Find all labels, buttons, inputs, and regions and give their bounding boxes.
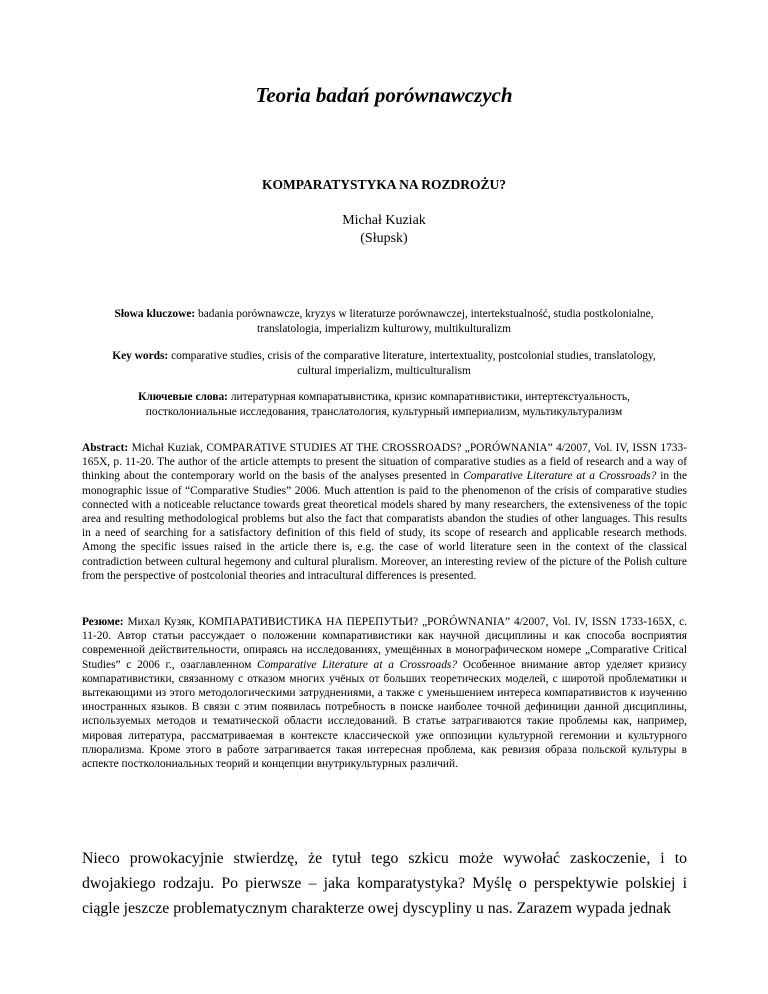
abstract-italic-title: Comparative Literature at a Crossroads? (463, 470, 657, 483)
author-name: Michał Kuziak (342, 213, 426, 228)
abstract-text-1: Michał Kuziak, COMPARATIVE STUDIES AT THE CROSSROADS? „PORÓWNANIA” 4/2007, Vol. IV, ISSN 1733-165X, p. 11-20. The author of the article attempts to present the situation of comparative studies as a field of research and a way of thinking about the contemporary world on the basis of the analyses presented in (82, 442, 687, 483)
author-block (0, 212, 768, 248)
keywords-polish-text: badania porównawcze, kryzys w literaturze porównawczej, intertekstualność, studia postkolonialne, translatologia, imperializm kulturowy, multikulturalizm (195, 308, 654, 335)
abstract-english (82, 441, 687, 583)
keywords-polish-label: Słowa kluczowe: (114, 308, 196, 320)
resume-italic-title: Comparative Literature at a Crossroads? (256, 658, 458, 671)
keywords-english-text: comparative studies, crisis of the comparative literature, intertextuality, postcolonial studies, translatology, cultural imperializm, multiculturalism (168, 350, 656, 377)
keywords-english-label: Key words: (112, 350, 169, 362)
keywords-russian (100, 390, 668, 420)
resume-label: Резюме: (82, 616, 124, 628)
section-title: Teoria badań porównawczych (255, 83, 513, 107)
resume-text-2: Особенное внимание автор уделяет кризису компаративистики, связанному с отказом многих учёных от больших теоретических моделей, с широтой проблематики и вытекающими из этого методологическими затруднениями, а также с уменьшением интереса компаративистов к изучению иностранных языков. В связи с этим появилась потребность в поиске наиболее точной дефиниции данной дисциплины, используемых методов и тематической области исследований. В статье затрагиваются такие проблемы как, например, мировая литература, рассматриваемая в контексте классической уже оппозиции культурной гегемонии и культурного плюрализма. Кроме этого в работе затрагивается такая интересная проблема, как ревизия образа польской культуры в аспекте постколониальных теорий и концепции внутрикультурных различий. (82, 658, 687, 771)
author-affiliation: (Słupsk) (360, 231, 408, 246)
keywords-russian-text: литературная компаратывистика, кризис компаративистики, интертекстуальность, постколониальные исследования, транслатология, культурный империализм, мультикультурализм (145, 391, 630, 418)
abstract-label: Abstract: (82, 442, 129, 454)
keywords-english (100, 349, 668, 379)
article-title: KOMPARATYSTYKA NA ROZDROŻU? (261, 177, 506, 192)
keywords-russian-label: Ключевые слова: (138, 391, 228, 403)
body-paragraph: Nieco prowokacyjnie stwierdzę, że tytuł tego szkicu może wywołać zaskoczenie, i to dwojakiego rodzaju. Po pierwsze – jaka komparatystyka? Myślę o perspektywie polskiej i ciągle jeszcze problematycznym charakterze owej dyscypliny u nas. Zarazem wypada jednak (82, 850, 687, 917)
abstract-text-2: in the monographic issue of “Comparative Studies” 2006. Much attention is paid to the phenomenon of the crisis of comparative studies connected with a noticeable reluctance towards great theoretical models shared by many researchers, the extensiveness of the topic area and resulting methodological problems but also the fact that comparatists abandon the studies of other languages. This results in a need of searching for a satisfactory definition of this field of study, its scope of research and applicable research methods. Among the specific issues raised in the article there is, e.g. the case of world literature seen in the context of the classical contradiction between cultural hegemony and cultural pluralism. Moreover, an interesting review of the picture of the Polish culture from the perspective of postcolonial theories and intracultural differences is presented. (82, 470, 687, 582)
resume-text-1: Михал Кузяк, КОМПАРАТИВИСТИКА НА ПЕРЕПУТЬИ? „PORÓWNANIA” 4/2007, Vol. IV, ISSN 1733-165X, с. 11-20. Автор статьи рассуждает о положении компаративистики как научной дисциплины и как способа восприятия современной действительности, опираясь на исследованиях, умещённых в монографическом номере „Comparative Critical Studies” с 2006 г., озаглавленном (82, 616, 687, 671)
keywords-polish (100, 307, 668, 337)
abstract-russian (82, 615, 687, 771)
